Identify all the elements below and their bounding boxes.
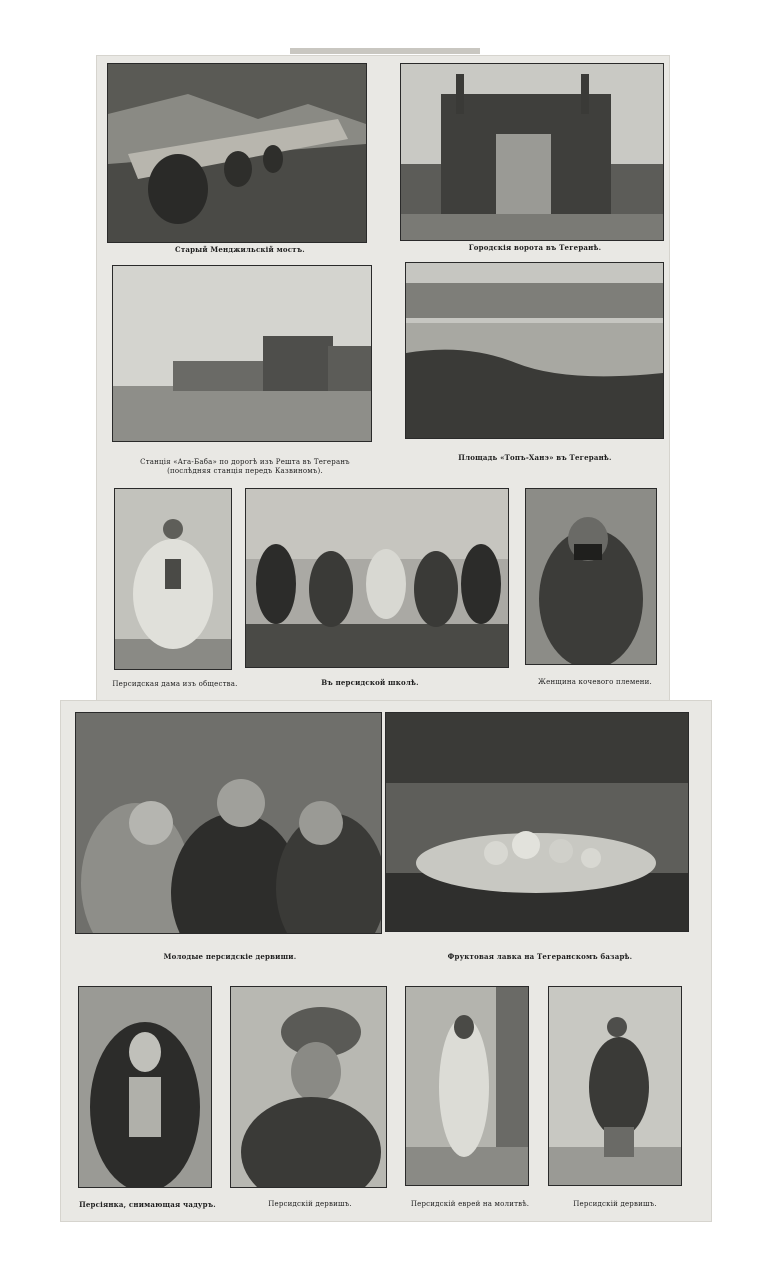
caption-city-gates: Городскія ворота въ Тегеранѣ. <box>468 243 602 252</box>
caption-woman-chador: Персіянка, снимающая чадуръ. <box>79 1200 216 1209</box>
header-fragment <box>290 48 480 54</box>
photo-dervish-1 <box>230 986 387 1188</box>
caption-dervish-1: Персидскій дервишъ. <box>268 1200 352 1208</box>
photo-dervish-2 <box>548 986 682 1186</box>
photo-bridge <box>107 63 367 243</box>
photo-nomad-woman <box>525 488 657 665</box>
caption-nomad-woman: Женщина кочевого племени. <box>538 678 652 686</box>
caption-aga-baba: Станція «Ага-Баба» по дорогѣ изъ Решта въ Тегеранъ (послѣдняя станція передъ Казвиномъ). <box>140 458 350 475</box>
photo-city-gates <box>400 63 664 241</box>
caption-jew-prayer: Персидскій еврей на молитвѣ. <box>410 1200 530 1208</box>
photo-top-khane-square <box>405 262 664 439</box>
caption-bridge: Старый Менджильскій мостъ. <box>175 245 305 254</box>
photo-fruit-stall <box>385 712 689 932</box>
photo-persian-lady <box>114 488 232 670</box>
caption-dervish-2: Персидскій дервишъ. <box>573 1200 657 1208</box>
caption-school: Въ персидской школѣ. <box>321 678 419 687</box>
photo-jew-prayer <box>405 986 529 1186</box>
photo-persian-school <box>245 488 509 668</box>
photo-aga-baba-station <box>112 265 372 442</box>
caption-lady: Персидская дама изъ общества. <box>112 680 238 688</box>
caption-young-dervishes: Молодые персидскіе дервиши. <box>163 952 297 961</box>
caption-square: Площадь «Топъ-Ханэ» въ Тегеранѣ. <box>458 453 612 462</box>
photo-young-dervishes <box>75 712 382 934</box>
caption-fruit-stall: Фруктовая лавка на Тегеранскомъ базарѣ. <box>447 952 633 961</box>
photo-woman-chador <box>78 986 212 1188</box>
